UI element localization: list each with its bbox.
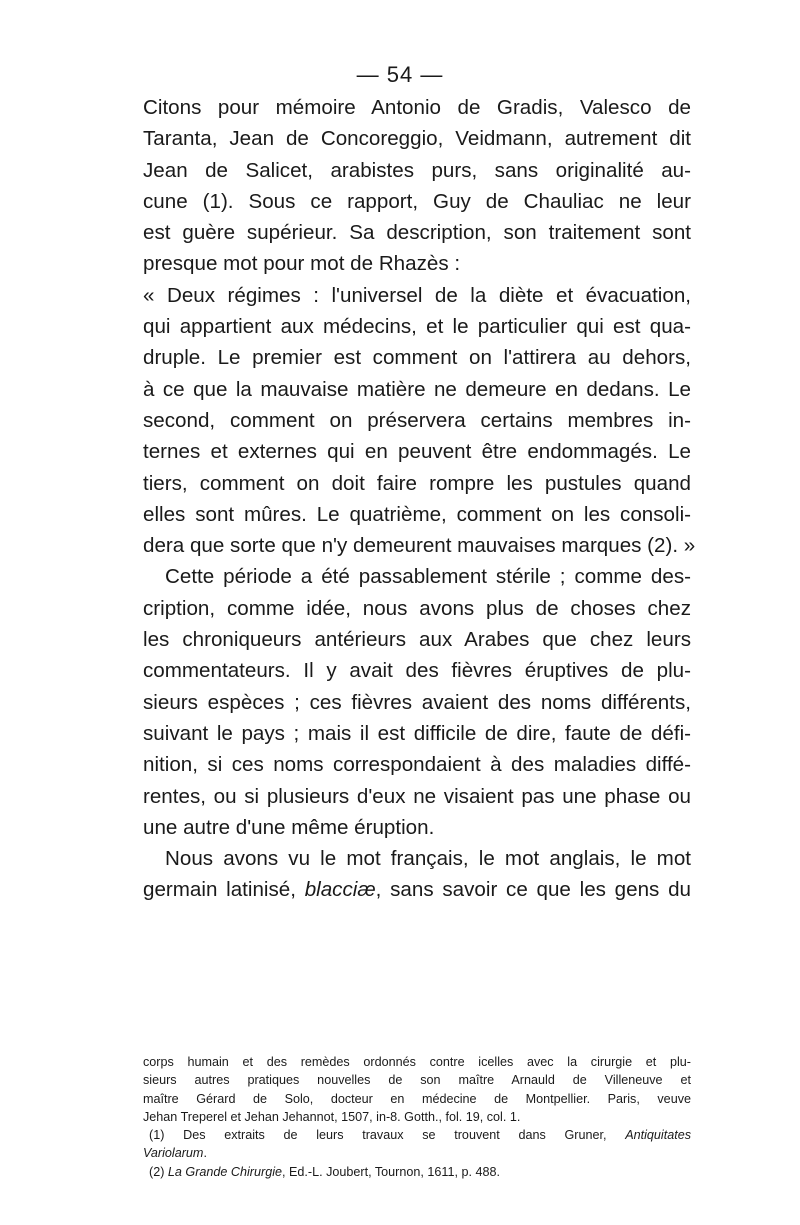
footnotes bbox=[143, 1053, 691, 1181]
quote-line: qui appartient aux médecins, et le particulier qui est qua- bbox=[143, 315, 691, 339]
footnote-continuation-line: corps humain et des remèdes ordonnés contre icelles avec la cirurgie et plu- bbox=[143, 1055, 691, 1069]
footnote-text: (1) Des extraits de leurs travaux se trouvent dans Gruner, bbox=[149, 1128, 626, 1143]
quote-line: « Deux régimes : l'universel de la diète et évacuation, bbox=[143, 283, 691, 307]
footnote-italic-title: Variolarum bbox=[143, 1146, 204, 1161]
text-line: rentes, ou si plusieurs d'eux ne visaient pas une phase ou bbox=[143, 784, 691, 808]
text-line: commentateurs. Il y avait des fièvres éruptives de plu- bbox=[143, 659, 691, 683]
footnote-text: (2) bbox=[149, 1164, 168, 1179]
italic-term: blacciæ bbox=[304, 878, 376, 902]
text-line: sieurs espèces ; ces fièvres avaient des noms différents, bbox=[143, 690, 691, 714]
footnote-2 bbox=[143, 1163, 691, 1181]
text-line: Jean de Salicet, arabistes purs, sans originalité au- bbox=[143, 158, 691, 182]
text-fragment: germain latinisé, bbox=[143, 878, 305, 902]
text-line: Cette période a été passablement stérile ; comme des- bbox=[165, 565, 691, 589]
footnote-1 bbox=[143, 1126, 691, 1144]
text-line: cription, comme idée, nous avons plus de choses chez bbox=[143, 596, 691, 620]
text-line: nition, si ces noms correspondaient à des maladies diffé- bbox=[143, 753, 691, 777]
quote-line: tiers, comment on doit faire rompre les pustules quand bbox=[143, 471, 691, 495]
text-line: Citons pour mémoire Antonio de Gradis, Valesco de bbox=[143, 96, 691, 119]
text-line: est guère supérieur. Sa description, son traitement sont bbox=[143, 221, 691, 245]
text-line: suivant le pays ; mais il est difficile de dire, faute de défi- bbox=[143, 721, 691, 745]
footnote-text: . bbox=[203, 1146, 207, 1161]
footnote-text: , Ed.-L. Joubert, Tournon, 1611, p. 488. bbox=[282, 1164, 500, 1179]
text-line: Taranta, Jean de Concoreggio, Veidmann, autrement dit bbox=[143, 127, 691, 151]
body-text bbox=[143, 92, 696, 906]
text-line: presque mot pour mot de Rhazès : bbox=[143, 252, 461, 276]
quote-line: druple. Le premier est comment on l'attirera au dehors, bbox=[143, 346, 691, 370]
page-number: — 54 — bbox=[356, 62, 444, 87]
text-line bbox=[143, 874, 691, 905]
text-line: une autre d'une même éruption. bbox=[143, 815, 435, 839]
footnote-italic-title: Antiquitates bbox=[625, 1128, 691, 1143]
quote-line: ternes et externes qui en peuvent être endommagés. Le bbox=[143, 440, 691, 464]
text-line: cune (1). Sous ce rapport, Guy de Chauliac ne leur bbox=[143, 189, 691, 213]
quote-line: elles sont mûres. Le quatrième, comment on les consoli- bbox=[143, 502, 691, 526]
footnote-continuation-line: Jehan Treperel et Jehan Jehannot, 1507, in-8. Gotth., fol. 19, col. 1. bbox=[143, 1109, 521, 1124]
quote-line: second, comment on préservera certains membres in- bbox=[143, 408, 691, 432]
text-line: Nous avons vu le mot français, le mot anglais, le mot bbox=[165, 847, 691, 871]
quote-line: à ce que la mauvaise matière ne demeure en dedans. Le bbox=[143, 377, 691, 401]
footnote-continuation-line: maître Gérard de Solo, docteur en médecine de Montpellier. Paris, veuve bbox=[143, 1091, 691, 1106]
text-line: les chroniqueurs antérieurs aux Arabes que chez leurs bbox=[143, 628, 691, 652]
text-fragment: , sans savoir ce que les gens du bbox=[375, 878, 691, 902]
quote-line: dera que sorte que n'y demeurent mauvaises marques (2). » bbox=[143, 534, 696, 558]
footnote-italic-title: La Grande Chirurgie bbox=[167, 1164, 282, 1179]
footnote-1-continuation bbox=[143, 1144, 691, 1162]
footnote-continuation-line: sieurs autres pratiques nouvelles de son maître Arnauld de Villeneuve et bbox=[143, 1073, 691, 1088]
